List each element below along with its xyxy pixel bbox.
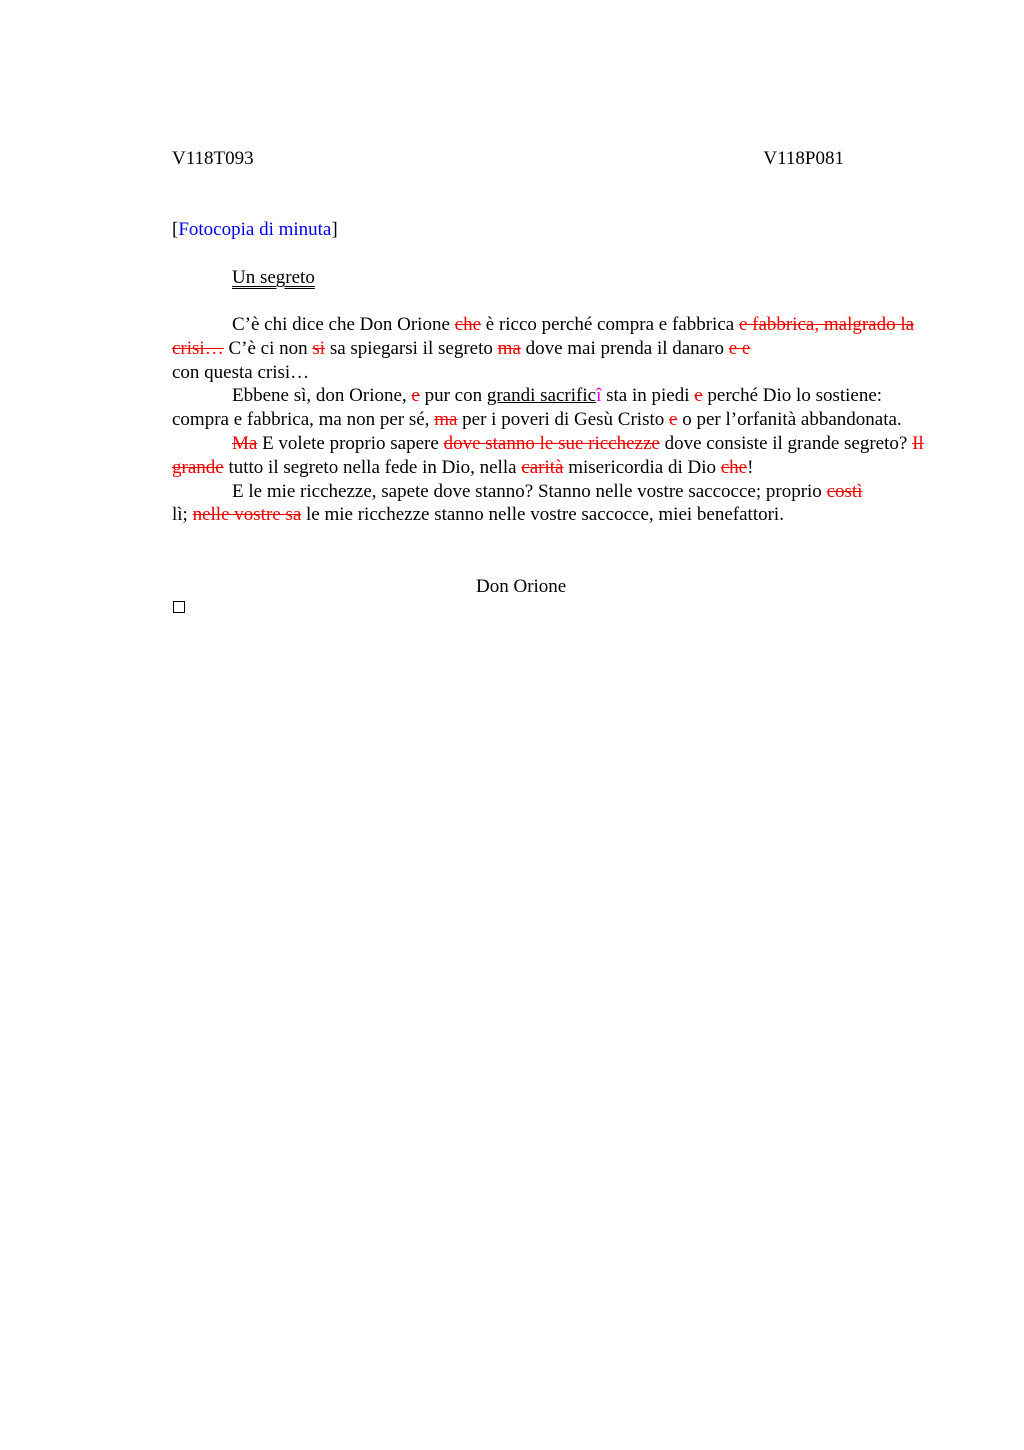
- text-run: Ebbene sì, don Orione,: [232, 385, 412, 407]
- text-run: dove consiste il grande segreto?: [659, 432, 913, 454]
- document-header: [172, 146, 844, 172]
- text-run: per i poveri di Gesù Cristo: [457, 409, 670, 431]
- deleted-text: e fabbrica, malgrado la crisi…: [172, 314, 915, 359]
- paragraph-2: [172, 384, 932, 432]
- deleted-text: e: [694, 385, 703, 407]
- deleted-text: nelle vostre sa: [192, 504, 302, 526]
- document-code-right: V118P081: [763, 148, 844, 169]
- text-run: le mie ricchezze stanno nelle vostre saccocce, miei benefattori.: [301, 504, 784, 526]
- deleted-text: e: [669, 409, 678, 431]
- text-run: con questa crisi…: [172, 361, 310, 383]
- deleted-text: carità: [521, 456, 564, 478]
- text-run: misericordia di Dio: [563, 456, 721, 478]
- text-run: è ricco perché compra e fabbrica: [481, 314, 739, 335]
- text-run: o per l’orfanità abbandonata.: [677, 409, 902, 431]
- deleted-text: ma: [497, 337, 521, 359]
- deleted-text: ma: [434, 409, 458, 431]
- text-run: !: [747, 456, 754, 478]
- underlined-text: grandi sacrific: [486, 385, 597, 407]
- document-code-left: V118T093: [172, 148, 254, 169]
- text-run: C’è ci non: [223, 337, 313, 359]
- note-open-bracket: [: [172, 219, 179, 240]
- letter-body: [172, 313, 932, 527]
- accented-letter: î: [596, 385, 602, 407]
- deleted-text: si: [312, 337, 326, 359]
- text-run: dove mai prenda il danaro: [520, 337, 729, 359]
- paragraph-4: [172, 480, 932, 528]
- paragraph-3: [172, 432, 932, 480]
- note-text: Fotocopia di minuta: [178, 219, 332, 240]
- deleted-text: costì: [826, 480, 863, 502]
- source-note: [172, 217, 338, 243]
- text-run: C’è chi dice che Don Orione: [232, 314, 455, 335]
- text-run: tutto il segreto nella fede in Dio, nella: [223, 456, 522, 478]
- deleted-text: e e: [728, 337, 751, 359]
- text-run: perché Dio lo sostiene: compra e fabbrica, ma non per sé,: [172, 385, 883, 431]
- deleted-text: che: [454, 314, 482, 335]
- deleted-text: e: [411, 385, 420, 407]
- text-run: sa spiegarsi il segreto: [325, 337, 498, 359]
- text-run: sta in piedi: [601, 385, 695, 407]
- paragraph-1: [172, 313, 932, 384]
- signature: Don Orione: [476, 576, 567, 597]
- note-close-bracket: ]: [331, 219, 338, 240]
- deleted-text: Il grande: [172, 432, 924, 478]
- text-run: E volete proprio sapere: [257, 432, 444, 454]
- text-run: E le mie ricchezze, sapete dove stanno? Stanno nelle vostre saccocce; proprio: [232, 480, 827, 502]
- text-run: lì;: [172, 504, 193, 526]
- deleted-text: Ma: [232, 432, 258, 454]
- deleted-text: dove stanno le sue ricchezze: [443, 432, 660, 454]
- text-run: pur con: [419, 385, 487, 407]
- deleted-text: che: [720, 456, 748, 478]
- empty-square-icon: [173, 601, 185, 613]
- page-title: Un segreto: [232, 267, 315, 288]
